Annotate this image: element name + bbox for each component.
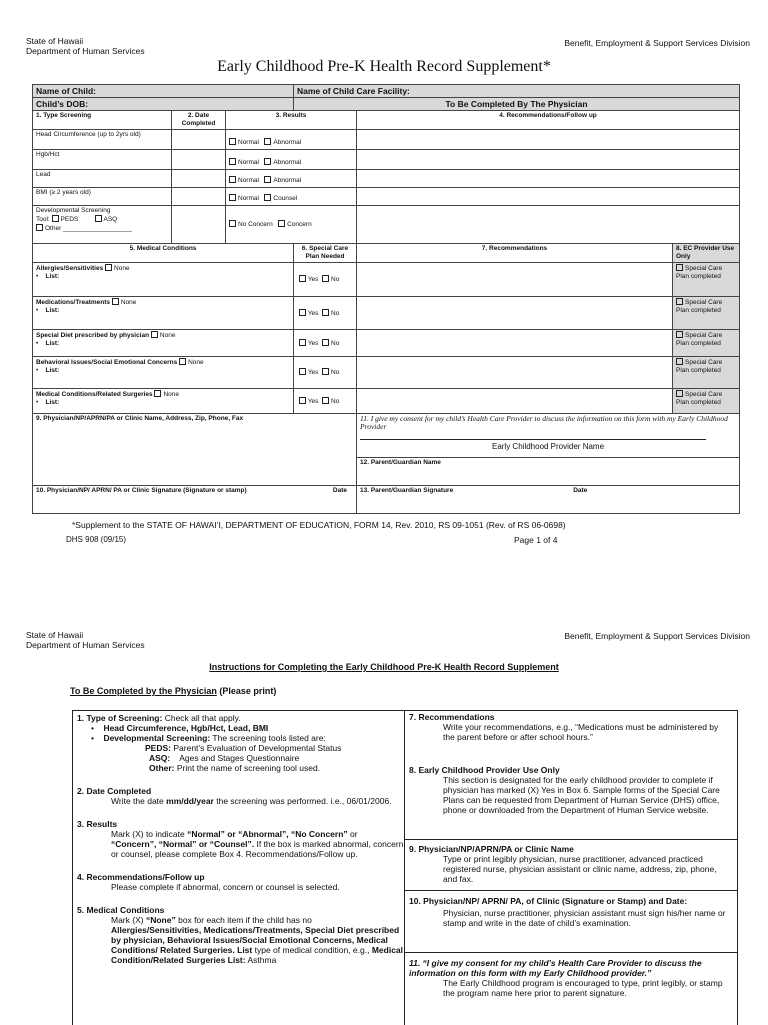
col-type-screening: 1. Type Screening (33, 111, 172, 130)
screen-row-label: Head Circumference (up to 2yrs old) (33, 130, 172, 150)
checkbox[interactable] (299, 368, 306, 375)
physician-clinic-name-box[interactable]: 9. Physician/NP/APRN/PA or Clinic Name, Address, Zip, Phone, Fax (33, 414, 357, 486)
recommendation-cell[interactable] (357, 263, 673, 297)
date-cell[interactable] (172, 170, 226, 188)
checkbox[interactable] (676, 390, 683, 397)
special-care-cell: Special Care Plan completed (673, 357, 740, 389)
checkbox[interactable] (229, 176, 236, 183)
checkbox[interactable] (676, 358, 683, 365)
health-record-form (32, 84, 740, 514)
header-state: State of Hawaii (26, 36, 84, 46)
parent-signature-box[interactable]: 13. Parent/Guardian Signature Date (357, 486, 740, 514)
special-care-cell: Special Care Plan completed (673, 330, 740, 357)
checkbox[interactable] (278, 220, 285, 227)
consent-box[interactable]: 11. I give my consent for my child’s Health Care Provider to discuss the information on this form with my Early Childhood Provider Early Childhood Provider Name (357, 414, 740, 458)
checkbox[interactable] (179, 358, 186, 365)
name-of-child-field[interactable]: Name of Child: (33, 85, 294, 98)
checkbox[interactable] (264, 194, 271, 201)
checkbox[interactable] (322, 309, 329, 316)
screen-row-label: BMI (≥ 2 years old) (33, 188, 172, 206)
footnote: *Supplement to the STATE OF HAWAI‘I, DEPARTMENT OF EDUCATION, FORM 14, Rev. 2010, RS 09-1051 (Rev. of RS 06-0698) (72, 520, 566, 530)
results-cell: Normal Counsel (226, 188, 357, 206)
header-department: Department of Human Services (26, 640, 145, 650)
physician-banner: To Be Completed By The Physician (294, 98, 740, 111)
special-care-cell: Special Care Plan completed (673, 263, 740, 297)
checkbox[interactable] (676, 331, 683, 338)
special-care-cell: Special Care Plan completed (673, 297, 740, 330)
page-number: Page 1 of 4 (514, 535, 558, 545)
checkbox[interactable] (36, 224, 43, 231)
screen-row-label: Hgb/Hct (33, 150, 172, 170)
checkbox[interactable] (299, 397, 306, 404)
header-division: Benefit, Employment & Support Services Division (564, 38, 750, 48)
child-dob-field[interactable]: Child’s DOB: (33, 98, 294, 111)
med-condition-cell: Special Diet prescribed by physician None • List: (33, 330, 294, 357)
results-cell: Normal Abnormal (226, 150, 357, 170)
checkbox[interactable] (299, 309, 306, 316)
instructions-subtitle: To Be Completed by the Physician (Please print) (70, 686, 277, 696)
results-cell: Normal Abnormal (226, 170, 357, 188)
col-recommendations: 7. Recommendations (357, 244, 673, 263)
recommendation-cell[interactable] (357, 170, 740, 188)
recommendation-cell[interactable] (357, 150, 740, 170)
dev-label: Developmental Screening (36, 207, 111, 214)
checkbox[interactable] (264, 158, 271, 165)
med-condition-cell: Medical Conditions/Related Surgeries None • List: (33, 389, 294, 414)
checkbox[interactable] (322, 368, 329, 375)
checkbox[interactable] (229, 220, 236, 227)
special-care-cell: Special Care Plan completed (673, 389, 740, 414)
checkbox[interactable] (322, 339, 329, 346)
checkbox[interactable] (299, 275, 306, 282)
recommendation-cell[interactable] (357, 297, 673, 330)
screen-row-label: Lead (33, 170, 172, 188)
yes-no-cell: Yes No (294, 357, 357, 389)
checkbox[interactable] (264, 176, 271, 183)
col-results: 3. Results (226, 111, 357, 130)
recommendation-cell[interactable] (357, 206, 740, 244)
date-cell[interactable] (172, 130, 226, 150)
instructions-right-column: 7. Recommendations Write your recommendations, e.g., “Medications must be administered by the parent before or after school hours.” 8. Early Childhood Provider Use Only This section is designated for the early childhood provider to complete if physician has marked (X) Yes in Box 6. Sample forms of the Special Care Plans can be requested from Department of Human Service (DHS) office, phone or downloaded from the Department of Human Service website. 9. Physician/NP/APRN/PA or Clinic Name Type or print legibly physician, nurse practitioner, advanced practiced registered nurse, physician assistant or clinic name, address, zip, phone, and fax. 10. Physician/NP/ APRN/ PA, of Clinic (Signature or Stamp) and Date: Physician, nurse practitioner, physician assistant must sign his/her name or stamp and write in the date of child’s examination. 11. “I give my consent for my child’s Health Care Provider to discuss the information on this form with my Early Childhood provider.” The Early Childhood program is encouraged to type, print legibly, or stamp the program name here prior to parent signature. (405, 711, 737, 1025)
yes-no-cell: Yes No (294, 330, 357, 357)
recommendation-cell[interactable] (357, 188, 740, 206)
med-condition-cell: Behavioral Issues/Social Emotional Concerns None • List: (33, 357, 294, 389)
instructions-box (72, 710, 738, 1025)
name-of-facility-field[interactable]: Name of Child Care Facility: (294, 85, 740, 98)
checkbox[interactable] (299, 339, 306, 346)
checkbox[interactable] (322, 397, 329, 404)
date-cell[interactable] (172, 150, 226, 170)
yes-no-cell: Yes No (294, 263, 357, 297)
form-title: Early Childhood Pre-K Health Record Supplement* (217, 58, 551, 75)
checkbox[interactable] (264, 138, 271, 145)
header-department: Department of Human Services (26, 46, 145, 56)
checkbox[interactable] (322, 275, 329, 282)
header-state: State of Hawaii (26, 630, 84, 640)
checkbox[interactable] (676, 264, 683, 271)
med-condition-cell: Allergies/Sensitivities None • List: (33, 263, 294, 297)
yes-no-cell: Yes No (294, 389, 357, 414)
yes-no-cell: Yes No (294, 297, 357, 330)
checkbox[interactable] (52, 215, 59, 222)
checkbox[interactable] (151, 331, 158, 338)
recommendation-cell[interactable] (357, 330, 673, 357)
col-recommendations-followup: 4. Recommendations/Follow up (357, 111, 740, 130)
col-medical-conditions: 5. Medical Conditions (33, 244, 294, 263)
col-ec-provider: 8. EC Provider Use Only (673, 244, 740, 263)
checkbox[interactable] (105, 264, 112, 271)
results-cell: Normal Abnormal (226, 130, 357, 150)
col-special-care-plan: 6. Special Care Plan Needed (294, 244, 357, 263)
date-cell[interactable] (172, 206, 226, 244)
recommendation-cell[interactable] (357, 389, 673, 414)
physician-signature-box[interactable]: 10. Physician/NP/ APRN/ PA or Clinic Signature (Signature or stamp) Date (33, 486, 357, 514)
parent-guardian-name-box[interactable]: 12. Parent/Guardian Name (357, 458, 740, 486)
col-date-completed: 2. Date Completed (172, 111, 226, 130)
checkbox[interactable] (676, 298, 683, 305)
ec-provider-name-label: Early Childhood Provider Name (491, 442, 605, 451)
recommendation-cell[interactable] (357, 130, 740, 150)
checkbox[interactable] (229, 138, 236, 145)
checkbox[interactable] (229, 158, 236, 165)
results-cell: No Concern Concern (226, 206, 357, 244)
med-condition-cell: Medications/Treatments None • List: (33, 297, 294, 330)
instructions-title: Instructions for Completing the Early Childhood Pre-K Health Record Supplement (209, 662, 559, 672)
checkbox[interactable] (112, 298, 119, 305)
header-division: Benefit, Employment & Support Services Division (564, 631, 750, 641)
checkbox[interactable] (154, 390, 161, 397)
instructions-left-column: 1. Type of Screening: Check all that apply. • Head Circumference, Hgb/Hct, Lead, BMI • Developmental Screening: The screening tools listed are: PEDS: Parent’s Evaluation of Developmental Status ASQ: Ages and Stages Questionnaire Other: Print the name of screening tool used. 2. Date Completed Write the date mm/dd/year the screening was performed. i.e., 06/01/2006. 3. Results Mark (X) to indicate “Normal” or “Abnormal”, “No Concern” or “Concern”, “Normal” or “Counsel”. If the box is marked abnormal, concern or counsel, please complete Box 4. Recommendations/Follow up. 4. Recommendations/Follow up Please complete if abnormal, concern or counsel is selected. 5. Medical Conditions Mark (X) “None” box for each item if the child has no Allergies/Sensitivities, Medications/Treatments, Special Diet prescribed by physician, Behavioral Issues/Social Emotional Concerns, Medical Conditions/ Related Surgeries. List type of medical condition, e.g., Medical Condition/Related Surgeries List: Asthma (73, 711, 405, 1025)
recommendation-cell[interactable] (357, 357, 673, 389)
developmental-screening-cell: Developmental Screening Tool: PEDS ASQ Other ___________________ (33, 206, 172, 244)
form-number: DHS 908 (09/15) (66, 535, 127, 544)
date-cell[interactable] (172, 188, 226, 206)
checkbox[interactable] (229, 194, 236, 201)
checkbox[interactable] (95, 215, 102, 222)
